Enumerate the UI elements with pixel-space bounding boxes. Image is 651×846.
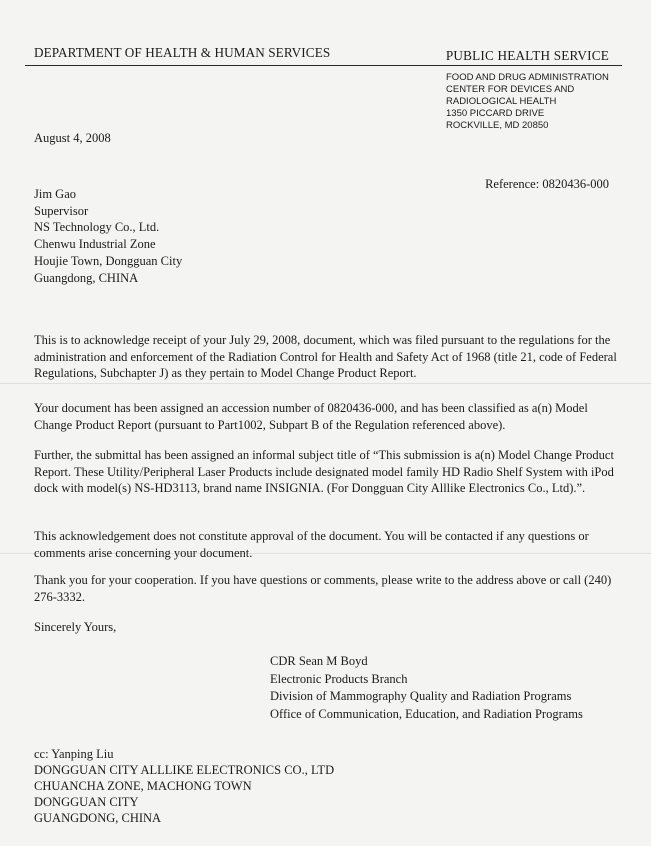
agency-line: RADIOLOGICAL HEALTH (446, 96, 557, 107)
recipient-line: Jim Gao (34, 187, 77, 201)
signature-line: CDR Sean M Boyd (270, 654, 368, 668)
reference-number: Reference: 0820436-000 (485, 177, 609, 191)
signature-line: Division of Mammography Quality and Radiation Programs (270, 689, 572, 703)
agency-line: CENTER FOR DEVICES AND (446, 84, 575, 95)
cc-line: DONGGUAN CITY ALLLIKE ELECTRONICS CO., LTD (34, 763, 335, 777)
body-paragraph: Your document has been assigned an accession number of 0820436-000, and has been classified as a(n) Model Change Product Report (pursuant to Part1002, Subpart B of the Regulation referenced above). (34, 401, 588, 432)
recipient-line: Guangdong, CHINA (34, 270, 139, 285)
body-paragraph: This acknowledgement does not constitute approval of the document. You will be contacted if any questions or comments arise concerning your document. (34, 529, 589, 560)
recipient-line: Chenwu Industrial Zone (34, 237, 156, 252)
signature-line: Office of Communication, Education, and Radiation Programs (270, 706, 583, 721)
body-paragraph: Thank you for your cooperation. If you have questions or comments, please write to the address above or call (240) 276-3332. (34, 573, 612, 604)
body-paragraph: This is to acknowledge receipt of your July 29, 2008, document, which was filed pursuant to the regulations for the administration and enforcement of the Radiation Control for Health and Safety Act of 1968 (title 21, code of Federal Regulations, Subchapter J) as they pertain to Model Change Product Report. (34, 333, 617, 381)
recipient-address (34, 186, 182, 286)
closing-salutation: Sincerely Yours, (34, 620, 117, 634)
letter-date: August 4, 2008 (34, 131, 111, 145)
signature-line: Electronic Products Branch (270, 671, 408, 686)
signature-block (270, 653, 583, 723)
cc-block (34, 746, 334, 826)
cc-line: CHUANCHA ZONE, MACHONG TOWN (34, 779, 252, 793)
recipient-line: NS Technology Co., Ltd. (34, 220, 160, 235)
agency-line: ROCKVILLE, MD 20850 (446, 120, 549, 131)
header-rule (25, 65, 622, 66)
cc-line: cc: Yanping Liu (34, 747, 114, 761)
department-heading: DEPARTMENT OF HEALTH & HUMAN SERVICES (34, 45, 331, 60)
agency-line: 1350 PICCARD DRIVE (446, 108, 545, 119)
recipient-line: Supervisor (34, 203, 89, 218)
cc-line: DONGGUAN CITY (34, 795, 139, 809)
cc-line: GUANGDONG, CHINA (34, 811, 162, 825)
agency-address (446, 72, 609, 132)
paper-fold-line (0, 383, 651, 384)
service-heading: PUBLIC HEALTH SERVICE (445, 48, 609, 63)
agency-line: FOOD AND DRUG ADMINISTRATION (446, 72, 609, 83)
recipient-line: Houjie Town, Dongguan City (34, 253, 183, 268)
body-paragraph: Further, the submittal has been assigned an informal subject title of “This submission is a(n) Model Change Product Report. These Utility/Peripheral Laser Products include designated model family HD Radio Shelf System with iPod dock with model(s) NS-HD3113, brand name INSIGNIA. (For Dongguan City Alllike Electronics Co., Ltd).”. (34, 448, 614, 496)
